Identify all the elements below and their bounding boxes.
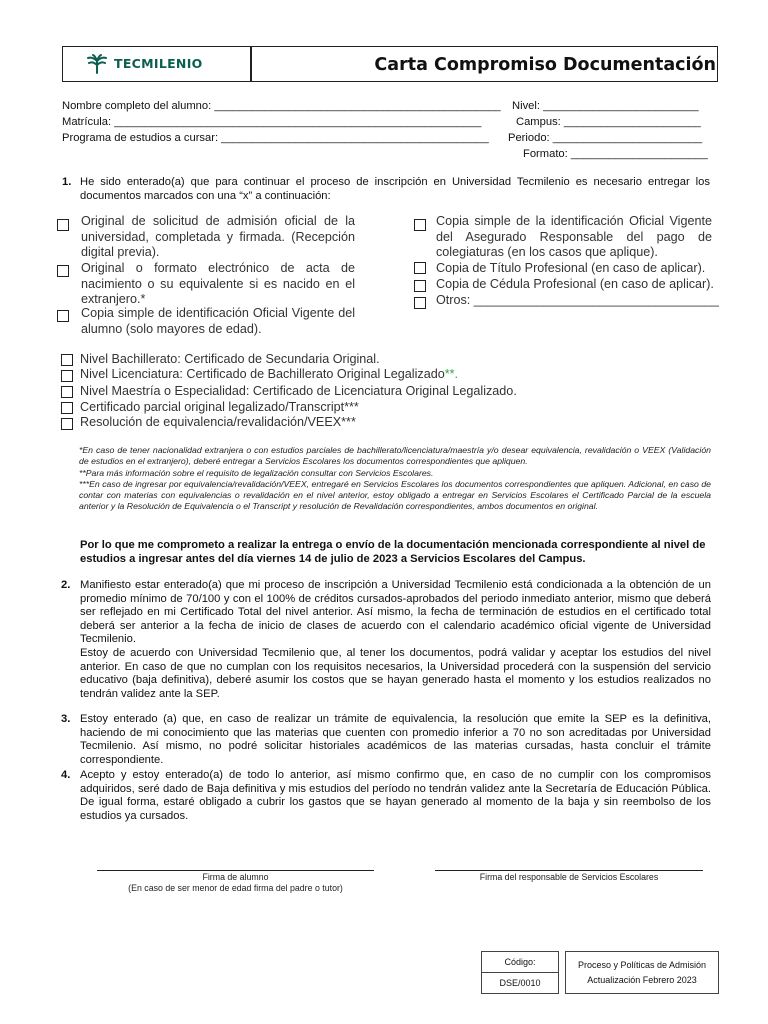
tecmilenio-logo: [86, 52, 203, 74]
section-2-number: 2.: [61, 579, 71, 591]
student-signature-label: Firma de alumno: [202, 872, 269, 882]
checkbox-professional-license[interactable]: [414, 280, 426, 292]
section-3-text: Estoy enterado (a) que, en caso de realizar un trámite de equivalencia, la resolución que emite la SEP es la definitiva, haciendo de mi conocimiento que las materias que cuenten con promedio inferior a 70 no son acreditadas por Universidad Tecmilenio. Así mismo, no podré solicitar historiales académicos de las materias cursadas, hasta concluir el trámite correspondiente.: [80, 713, 711, 766]
process-info: [566, 952, 719, 994]
staff-signature-line[interactable]: [435, 870, 703, 871]
level-licenciatura: [80, 367, 458, 382]
tecmilenio-leaf-icon: [86, 52, 108, 74]
level-text: Nivel Bachillerato: Certificado de Secundaria Original.: [80, 352, 380, 366]
table-gap: [559, 973, 566, 994]
section-3-number: 3.: [61, 713, 71, 725]
level-text: Resolución de equivalencia/revalidación/VEEX: [80, 415, 342, 429]
checkbox-partial-certificate[interactable]: [61, 402, 73, 414]
code-value: DSE/0010: [482, 973, 559, 994]
document-title: Carta Compromiso Documentación: [374, 55, 716, 75]
option-professional-title: Copia de Título Profesional (en caso de aplicar).: [436, 261, 706, 275]
checkbox-level-licenciatura[interactable]: [61, 370, 73, 382]
checkbox-student-id[interactable]: [57, 310, 69, 322]
level-mark: ***: [341, 415, 356, 429]
option-guarantor-id: Copia simple de la identificación Oficial Vigente del Asegurado Responsable del pago de colegiaturas (en los casos que aplique).: [436, 214, 712, 260]
level-maestria: [80, 384, 517, 399]
note-2: **Para más información sobre el requisito de legalización consultar con Servicios Escolares.: [79, 467, 434, 478]
checkbox-professional-title[interactable]: [414, 262, 426, 274]
period-field[interactable]: Periodo: ________________________: [508, 132, 703, 144]
level-equivalence-resolution: [80, 415, 356, 430]
level-field[interactable]: Nivel: _________________________: [512, 100, 699, 112]
note-1: *En caso de tener nacionalidad extranjera o con estudios parciales de bachillerato/licenciatura/maestría y/o desear equivalencia, revalidación o VEEX (Validación de estudios en el extranjero), deberé entregar a Servicios Escolares los documentos correspondientes que apliquen.: [79, 445, 711, 467]
checkbox-birth-certificate[interactable]: [57, 265, 69, 277]
section-4-number: 4.: [61, 769, 71, 781]
checkbox-others[interactable]: [414, 297, 426, 309]
level-text: Certificado parcial original legalizado/Transcript: [80, 400, 345, 414]
option-birth-certificate: Original o formato electrónico de acta de nacimiento o su equivalente si es nacido en el extranjero.*: [81, 261, 355, 307]
format-field[interactable]: Formato: ______________________: [523, 148, 708, 160]
document-code-table: [481, 951, 719, 994]
level-text: Nivel Maestría o Especialidad: Certificado de Licenciatura Original Legalizado.: [80, 384, 517, 398]
level-bachillerato: [80, 352, 380, 367]
option-others[interactable]: Otros: ___________________________________: [436, 293, 719, 307]
checkbox-equivalence-resolution[interactable]: [61, 418, 73, 430]
staff-signature-label: Firma del responsable de Servicios Escolares: [479, 872, 659, 882]
section-1-text: He sido enterado(a) que para continuar el proceso de inscripción en Universidad Tecmilenio es necesario entregar los documentos marcados con una “x” a continuación:: [80, 176, 710, 202]
note-3: ***En caso de ingresar por equivalencia/revalidación/VEEX, entregaré en Servicios Escolares los documentos correspondientes que apliquen. Adicional, en caso de contar con materias con equivalencias o revalidación en el nivel anterior, estoy obligado a entregar en Servicios Escolares el Certificado Parcial de la escuela anterior y la Resolución de Equivalencia o el Transcript y resolución de Revalidación correspondientes, ambos documentos en original.: [79, 478, 711, 512]
commitment-statement: Por lo que me comprometo a realizar la entrega o envío de la documentación mencionada correspondiente al nivel de estudios a ingresar antes del día viernes 14 de julio de 2023 a Servicios Escolares del Campus.: [80, 539, 706, 565]
logo-text: TECMILENIO: [114, 55, 203, 71]
checkbox-admission-form[interactable]: [57, 219, 69, 231]
section-2-paragraph-1: Manifiesto estar enterado(a) que mi proceso de inscripción a Universidad Tecmilenio está condicionada a la obtención de un promedio mínimo de 70/100 y con el 100% de créditos cursados-aprobados del periodo inmediato anterior, mismo que deberá ser reflejado en mi Certificado Total del nivel anterior. Así mismo, la fecha de terminación de estudios en el certificado total deberá ser anterior a la fecha de inicio de clases de acuerdo con el calendario académico oficial vigente de Universidad Tecmilenio.: [80, 579, 711, 646]
table-gap: [559, 952, 566, 973]
checkbox-level-maestria[interactable]: [61, 386, 73, 398]
header-divider: [250, 46, 252, 82]
program-field[interactable]: Programa de estudios a cursar: ___________________________________________: [62, 132, 489, 144]
section-2-paragraph-2: Estoy de acuerdo con Universidad Tecmilenio que, al tener los documentos, podrá validar y aceptar los estudios del nivel anterior. En caso de que no cumplan con los requisitos necesarios, la Universidad procederá con la suspensión del servicio educativo (baja definitiva), deberé asumir los costos que se hayan generado hasta el momento y los estudios realizados no tendrán validez ante la SEP.: [80, 646, 711, 700]
section-4-text: Acepto y estoy enterado(a) de todo lo anterior, así mismo confirmo que, en caso de no cumplir con los compromisos adquiridos, seré dado de Baja definitiva y mis estudios del período no tendrán validez ante la Secretaría de Educación Pública. De igual forma, estaré obligado a cubrir los gastos que se hayan generado al momento de la baja y sin reembolso de los estudios ya cursados.: [80, 769, 711, 822]
level-text: Nivel Licenciatura: Certificado de Bachillerato Original Legalizado: [80, 367, 445, 381]
level-mark: ***: [344, 400, 359, 414]
option-professional-license: Copia de Cédula Profesional (en caso de aplicar).: [436, 277, 714, 291]
option-student-id: Copia simple de identificación Oficial Vigente del alumno (solo mayores de edad).: [81, 306, 355, 336]
update-date: Actualización Febrero 2023: [587, 974, 697, 985]
student-signature-note: (En caso de ser menor de edad firma del padre o tutor): [128, 883, 343, 893]
code-label: Código:: [482, 952, 559, 973]
section-1-number: 1.: [62, 176, 72, 188]
level-partial-certificate: [80, 400, 359, 415]
matricula-field[interactable]: Matrícula: ___________________________________________________________: [62, 116, 482, 128]
campus-field[interactable]: Campus: ______________________: [516, 116, 701, 128]
section-2-text: [80, 579, 711, 701]
student-signature-line[interactable]: [97, 870, 374, 871]
option-admission-form: Original de solicitud de admisión oficial de la universidad, completada y firmada. (Recepción digital previa).: [81, 214, 355, 260]
checkbox-level-bachillerato[interactable]: [61, 354, 73, 366]
process-name: Proceso y Políticas de Admisión: [577, 959, 707, 970]
level-mark: **.: [444, 367, 459, 381]
footnotes: [79, 445, 711, 513]
student-name-field[interactable]: Nombre completo del alumno: ______________________________________________: [62, 100, 501, 112]
checkbox-guarantor-id[interactable]: [414, 219, 426, 231]
